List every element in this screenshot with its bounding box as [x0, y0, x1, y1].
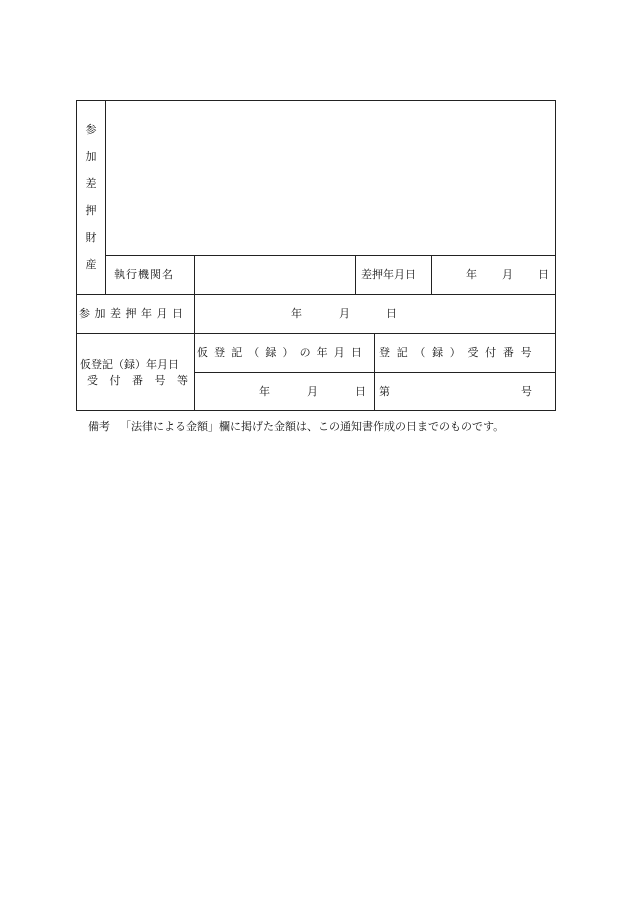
- property-description-area[interactable]: [106, 101, 555, 255]
- seizure-date-day: 日: [538, 268, 549, 281]
- divider-participation-label: [194, 294, 195, 334]
- provisional-date-year: 年: [259, 385, 270, 398]
- divider-provisional-mid: [194, 372, 556, 373]
- note-label: 備考: [88, 420, 110, 433]
- executing-agency-label: 執行機関名: [114, 268, 174, 281]
- seizure-date-label: 差押年月日: [361, 268, 416, 281]
- provisional-date-day: 日: [355, 385, 366, 398]
- divider-agency-value: [355, 255, 356, 295]
- provisional-label-line2: 受 付 番 号 等: [87, 374, 192, 387]
- participation-date-label: 参加差押年月日: [79, 307, 188, 320]
- note-text: 「法律による金額」欄に掲げた金額は、この通知書作成の日までのものです。: [120, 420, 505, 433]
- divider-provisional-label: [194, 333, 195, 411]
- vertical-label-char: 押: [85, 204, 97, 217]
- participation-date-month: 月: [339, 307, 350, 320]
- participation-date-day: 日: [386, 307, 397, 320]
- vertical-label-char: 参: [85, 123, 97, 136]
- divider-agency-top: [105, 255, 556, 256]
- vertical-label-char: 産: [85, 258, 97, 271]
- divider-provisional-columns: [374, 333, 375, 411]
- vertical-label-char: 財: [85, 231, 97, 244]
- divider-seizure-label: [431, 255, 432, 295]
- seizure-date-year: 年: [466, 268, 477, 281]
- seizure-date-month: 月: [502, 268, 513, 281]
- executing-agency-value[interactable]: [200, 268, 350, 281]
- divider-top-section: [76, 294, 556, 295]
- provisional-date-header: 仮 登 記 （ 録 ） の 年 月 日: [197, 346, 364, 359]
- vertical-label-char: 加: [85, 150, 97, 163]
- participation-date-year: 年: [291, 307, 302, 320]
- vertical-label-char: 差: [85, 177, 97, 190]
- registration-number-prefix: 第: [379, 385, 390, 398]
- provisional-label-line1: 仮登記（録）年月日: [80, 358, 179, 371]
- divider-participation: [76, 333, 556, 334]
- participating-seized-property-label: [82, 123, 100, 285]
- provisional-date-month: 月: [307, 385, 318, 398]
- divider-agency-label: [194, 255, 195, 295]
- registration-number-suffix: 号: [521, 385, 532, 398]
- registration-number-header: 登 記 （ 録 ） 受 付 番 号: [379, 346, 534, 359]
